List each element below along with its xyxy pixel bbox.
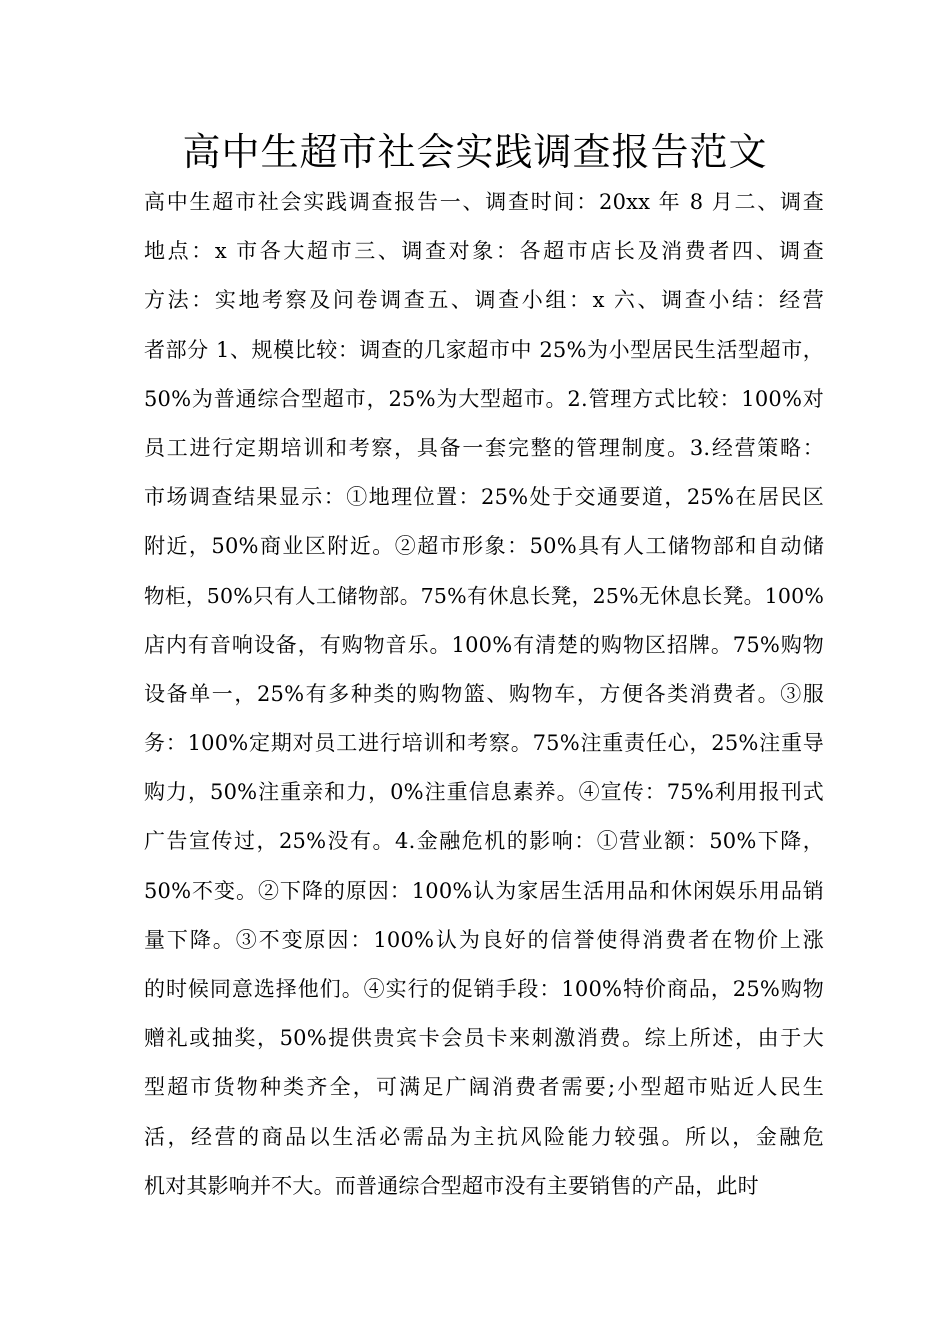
document-title: 高中生超市社会实践调查报告范文	[182, 130, 768, 174]
body-line: 量下降。③不变原因：100%认为良好的信誉使得消费者在物价上涨	[144, 927, 824, 952]
body-line: 赠礼或抽奖，50%提供贵宾卡会员卡来刺激消费。综上所述，由于大	[144, 1026, 824, 1051]
body-line: 设备单一，25%有多种类的购物篮、购物车，方便各类消费者。③服	[144, 681, 824, 706]
body-line: 广告宣传过，25%没有。4.金融危机的影响：①营业额：50%下降，	[144, 829, 824, 854]
body-line: 活，经营的商品以生活必需品为主抗风险能力较强。所以，金融危	[144, 1124, 824, 1149]
body-line: 者部分 1、规模比较：调查的几家超市中 25%为小型居民生活型超市，	[144, 337, 824, 362]
body-line: 高中生超市社会实践调查报告一、调查时间：20xx 年 8 月二、调查	[144, 190, 824, 214]
body-line: 的时候同意选择他们。④实行的促销手段：100%特价商品，25%购物	[144, 977, 824, 1001]
body-line: 机对其影响并不大。而普通综合型超市没有主要销售的产品，此时	[144, 1173, 759, 1198]
body-line: 50%不变。②下降的原因：100%认为家居生活用品和休闲娱乐用品销	[144, 878, 824, 903]
body-line: 员工进行定期培训和考察，具备一套完整的管理制度。3.经营策略：	[144, 435, 824, 460]
body-line: 购力，50%注重亲和力，0%注重信息素养。④宣传：75%利用报刊式	[144, 780, 824, 805]
body-line: 型超市货物种类齐全，可满足广阔消费者需要;小型超市贴近人民生	[144, 1075, 824, 1100]
body-line: 市场调查结果显示：①地理位置：25%处于交通要道，25%在居民区	[144, 485, 824, 510]
body-line: 物柜，50%只有人工储物部。75%有休息长凳，25%无休息长凳。100%	[144, 583, 824, 608]
body-line: 方法：实地考察及问卷调查五、调查小组：x 六、调查小结：经营	[144, 288, 824, 313]
body-line: 地点：x 市各大超市三、调查对象：各超市店长及消费者四、调查	[144, 239, 824, 264]
body-line: 店内有音响设备，有购物音乐。100%有清楚的购物区招牌。75%购物	[144, 632, 824, 657]
body-line: 50%为普通综合型超市，25%为大型超市。2.管理方式比较：100%对	[144, 386, 824, 411]
document-body	[144, 178, 824, 1211]
body-line: 附近，50%商业区附近。②超市形象：50%具有人工储物部和自动储	[144, 534, 824, 559]
body-line: 务：100%定期对员工进行培训和考察。75%注重责任心，25%注重导	[144, 731, 824, 756]
